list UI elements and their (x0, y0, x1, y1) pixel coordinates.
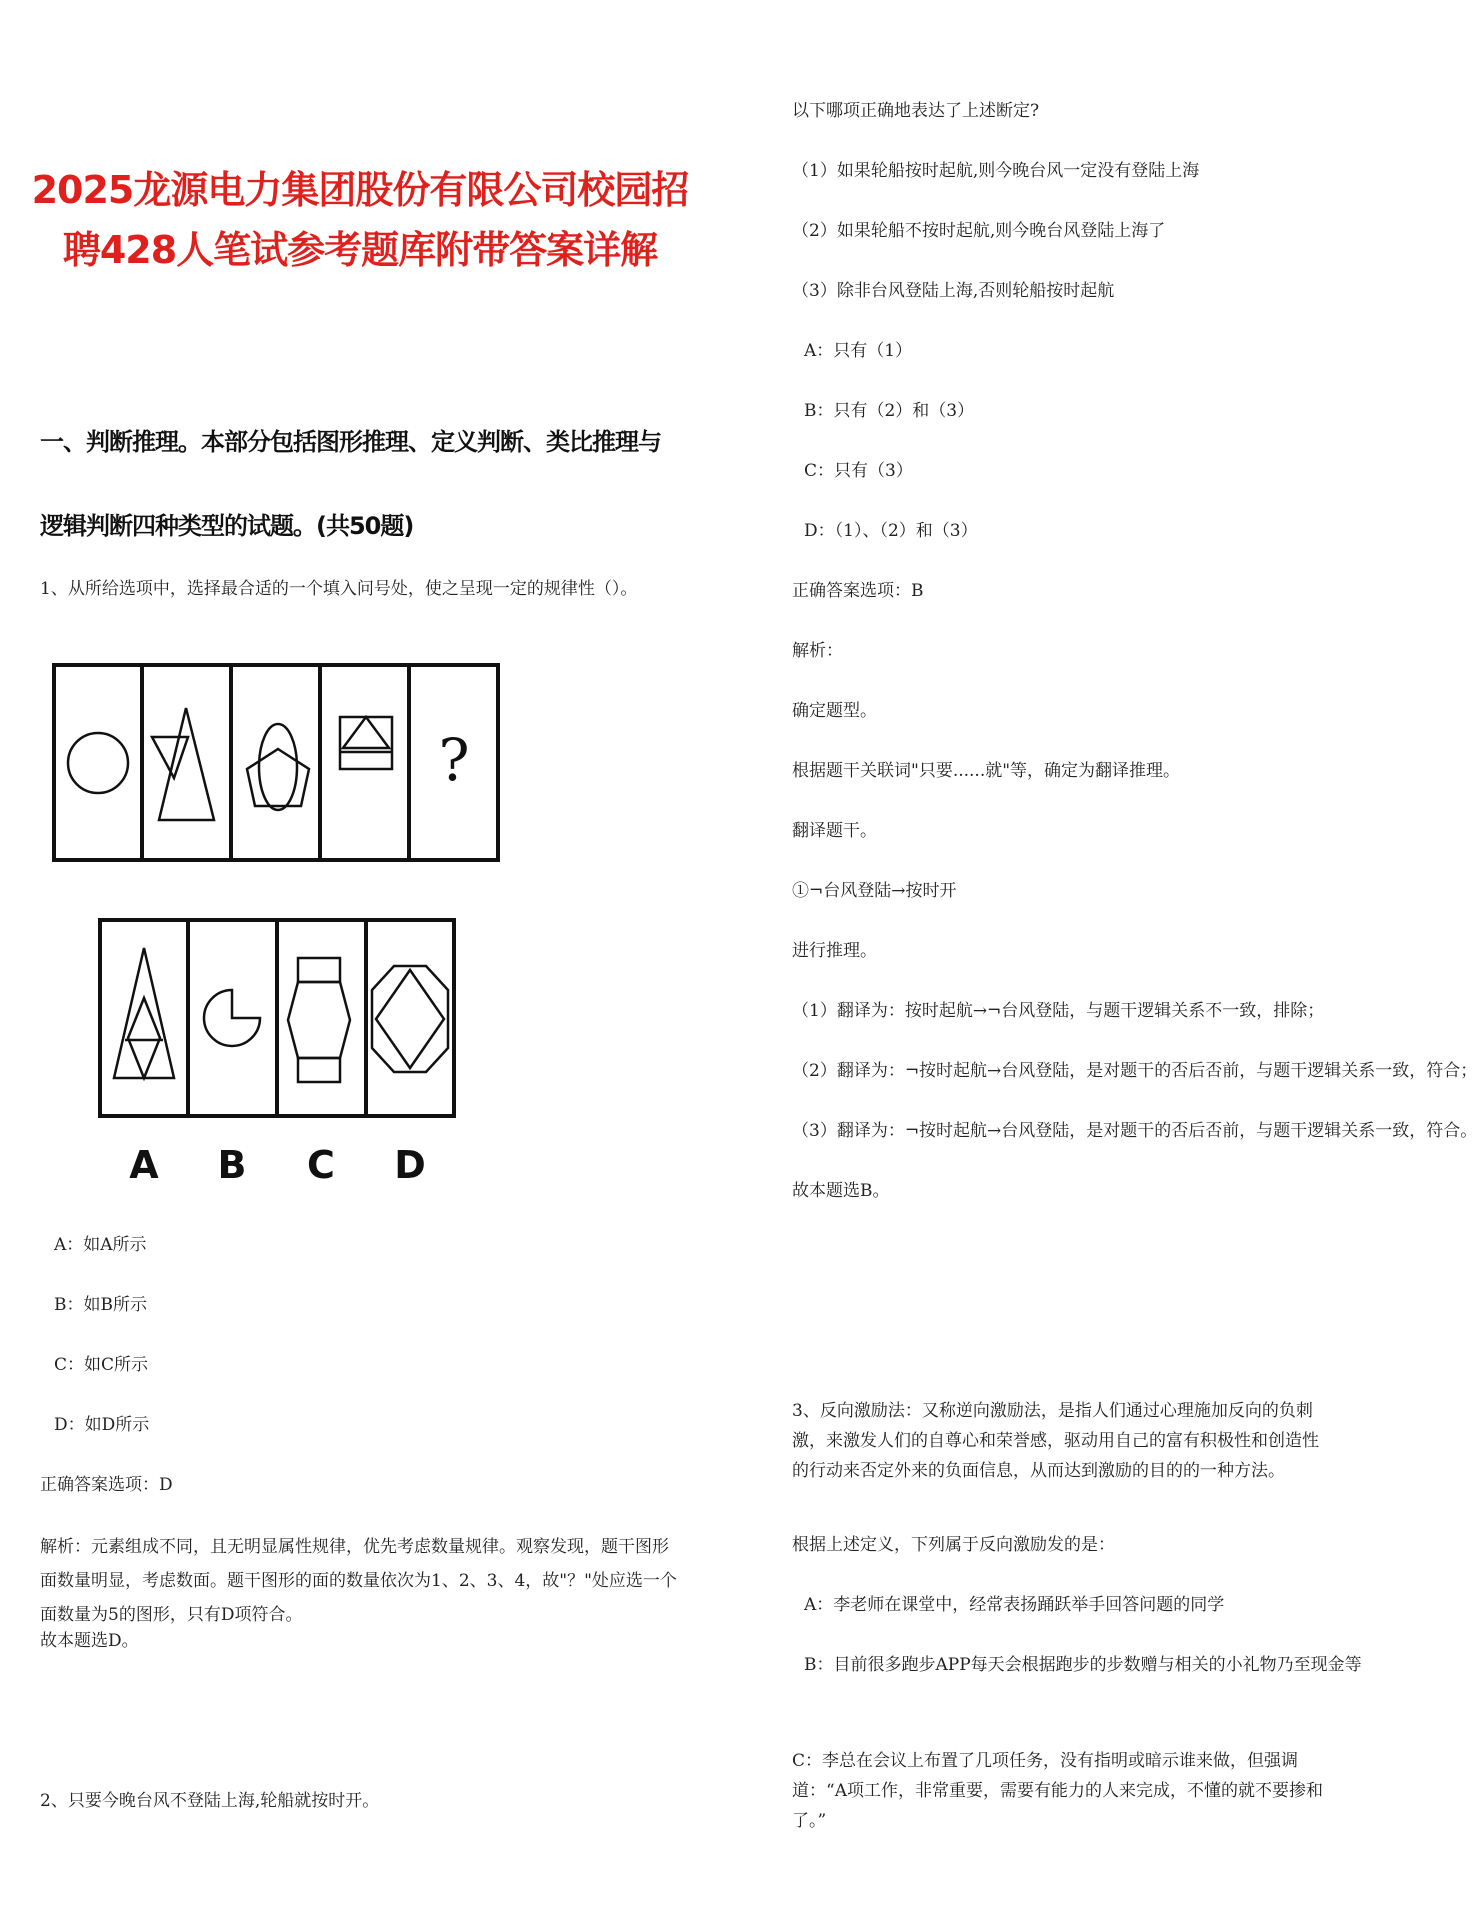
option-letter-b: B (217, 1143, 247, 1187)
q3-option-c: C：李总在会议上布置了几项任务，没有指明或暗示谁来做，但强调道：“A项工作，非常重要，需要有能力的人来完成，不懂的就不要掺和了。” (792, 1751, 1323, 1831)
q2-analysis-line: （1）翻译为：按时起航→¬台风登陆，与题干逻辑关系不一致，排除； (792, 1001, 1325, 1021)
q2-analysis-line: （3）翻译为：¬按时起航→台风登陆，是对题干的否后否前，与题干逻辑关系一致，符合。 (792, 1121, 1477, 1141)
option-d-shape (372, 966, 448, 1072)
ellipse-shape (259, 724, 297, 810)
q2-statement-1: （1）如果轮船按时起航,则今晚台风一定没有登陆上海 (792, 161, 1200, 181)
page-title: 2025龙源电力集团股份有限公司校园招聘428人笔试参考题库附带答案详解 (31, 168, 689, 272)
q2-analysis-line: 进行推理。 (792, 941, 877, 961)
q1-conclusion: 故本题选D。 (40, 1631, 139, 1651)
section-heading: 一、判断推理。本部分包括图形推理、定义判断、类比推理与逻辑判断四种类型的试题。(共50题) (40, 428, 661, 540)
q1-options-figure (98, 918, 458, 1188)
q2-analysis-line: 翻译题干。 (792, 821, 877, 841)
q2-conclusion: 故本题选B。 (792, 1181, 890, 1201)
q3-stem: 3、反向激励法：又称逆向激励法，是指人们通过心理施加反向的负刺激，来激发人们的自尊心和荣誉感，驱动用自己的富有积极性和创造性的行动来否定外来的负面信息，从而达到激励的目的的一种方法。 (792, 1401, 1319, 1481)
q3-option-b: B：目前很多跑步APP每天会根据跑步的步数赠与相关的小礼物乃至现金等 (804, 1655, 1362, 1675)
option-letter-a: A (129, 1143, 159, 1187)
circle-shape (68, 733, 128, 793)
q1-option-a: A：如A所示 (54, 1235, 147, 1255)
option-letter-d: D (394, 1143, 426, 1187)
q2-option-d: D：（1）、（2）和（3） (804, 521, 978, 541)
option-c-shape (288, 958, 350, 1082)
q2-stem: 2、只要今晚台风不登陆上海,轮船就按时开。 (40, 1791, 380, 1811)
stem-frame (54, 665, 498, 860)
q2-analysis-line: （2）翻译为：¬按时起航→台风登陆，是对题干的否后否前，与题干逻辑关系一致，符合； (792, 1061, 1477, 1081)
q1-analysis: 解析：元素组成不同，且无明显属性规律，优先考虑数量规律。观察发现，题干图形面数量明显，考虑数面。题干图形的面的数量依次为1、2、3、4，故"？"处应选一个面数量为5的图形，只有D项符合。 (40, 1537, 677, 1625)
q2-analysis-line: 根据题干关联词"只要......就"等，确定为翻译推理。 (792, 761, 1181, 781)
q2-answer: 正确答案选项：B (792, 581, 924, 601)
question-mark: ? (438, 726, 470, 794)
q2-analysis-line: 解析： (792, 641, 843, 661)
q2-statement-3: （3）除非台风登陆上海,否则轮船按时起航 (792, 281, 1115, 301)
q1-option-c: C：如C所示 (54, 1355, 149, 1375)
q1-answer: 正确答案选项：D (40, 1475, 173, 1495)
q2-option-a: A：只有（1） (804, 341, 913, 361)
q2-option-b: B：只有（2）和（3） (804, 401, 975, 421)
option-letter-c: C (307, 1143, 335, 1187)
q2-analysis-line: 确定题型。 (792, 701, 877, 721)
q3-option-a: A：李老师在课堂中，经常表扬踊跃举手回答问题的同学 (804, 1595, 1225, 1615)
q2-option-c: C：只有（3） (804, 461, 913, 481)
option-a-shape (114, 948, 174, 1078)
q1-stem-figure (52, 660, 502, 865)
q2-statement-2: （2）如果轮船不按时起航,则今晚台风登陆上海了 (792, 221, 1166, 241)
q3-question: 根据上述定义，下列属于反向激励发的是： (792, 1535, 1115, 1555)
q2-question: 以下哪项正确地表达了上述断定? (792, 101, 1040, 121)
q1-option-d: D：如D所示 (54, 1415, 150, 1435)
q1-option-b: B：如B所示 (54, 1295, 147, 1315)
q1-stem: 1、从所给选项中，选择最合适的一个填入问号处，使之呈现一定的规律性（）。 (40, 579, 638, 599)
option-b-shape (204, 990, 260, 1046)
q2-analysis-line: ①¬台风登陆→按时开 (792, 881, 957, 901)
